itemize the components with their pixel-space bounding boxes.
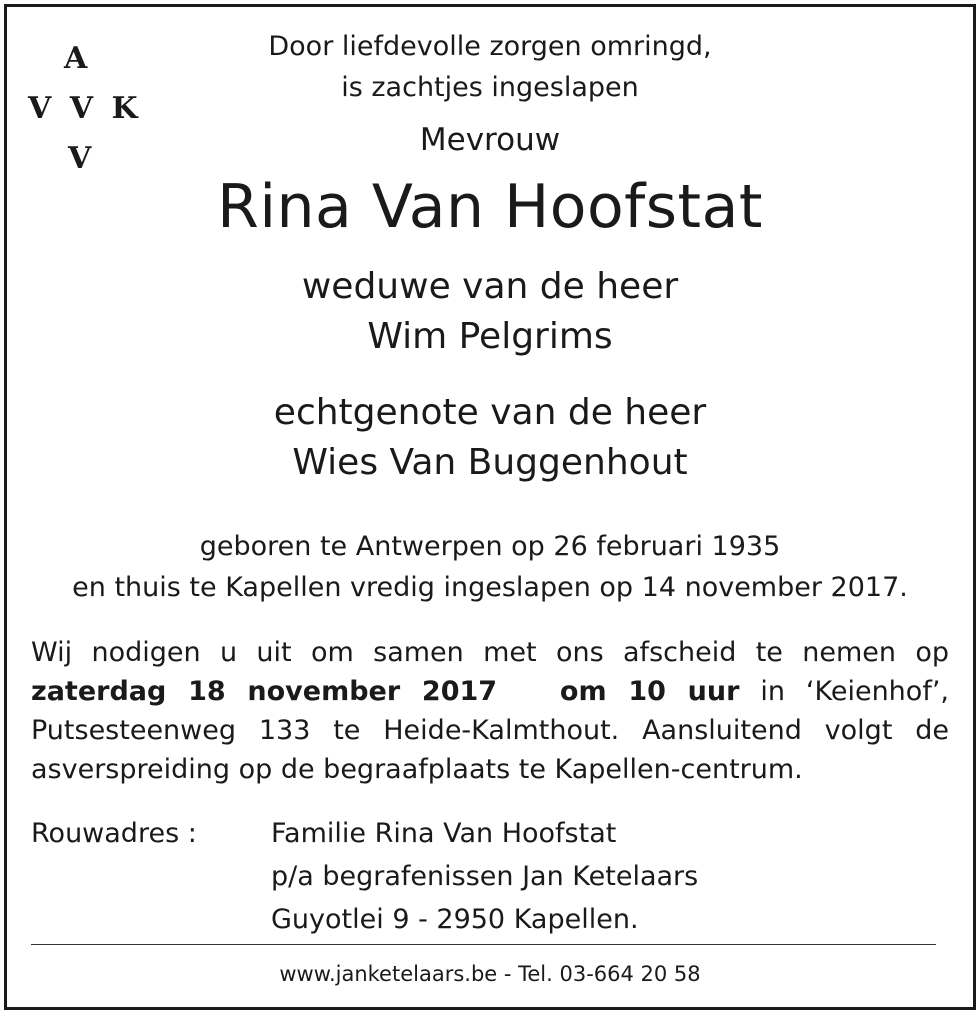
footer-contact: www.janketelaars.be - Tel. 03-664 20 58 — [279, 962, 701, 986]
relation-name: Wies Van Buggenhout — [292, 442, 688, 483]
life-dates — [0, 526, 980, 608]
birth-line: geboren te Antwerpen op 26 februari 1935 — [199, 531, 781, 562]
death-line: en thuis te Kapellen vredig ingeslapen op 14 november 2017. — [72, 572, 908, 603]
invitation-paragraph — [31, 633, 949, 789]
divider — [31, 944, 936, 945]
deceased-name: Rina Van Hoofstat — [217, 172, 763, 242]
cross-letters-middle: V V K — [28, 91, 142, 126]
invitation-rest: in ‘Keienhof’, Putsesteenweg 133 te Heide-Kalmthout. Aansluitend volgt de asverspreiding op de begraafplaats te Kapellen-centrum. — [31, 676, 949, 785]
relation-line: echtgenote van de heer — [273, 392, 707, 433]
ceremony-time: om 10 uur — [559, 676, 740, 707]
salutation: Mevrouw — [419, 122, 561, 158]
relation-spouse — [0, 388, 980, 488]
relation-widow — [0, 262, 980, 362]
address-line: p/a begrafenissen Jan Ketelaars — [271, 861, 699, 892]
relation-name: Wim Pelgrims — [367, 316, 613, 357]
relation-line: weduwe van de heer — [301, 266, 679, 307]
address-line: Familie Rina Van Hoofstat — [271, 818, 617, 849]
invitation-lead: Wij nodigen u uit om samen met ons afscheid te nemen op — [31, 637, 949, 668]
address-label: Rouwadres : — [31, 818, 197, 849]
cross-letter-bottom: V — [68, 141, 92, 176]
ceremony-date: zaterdag 18 november 2017 — [31, 676, 498, 707]
intro-line: Door liefdevolle zorgen omringd, — [268, 31, 712, 62]
intro-text — [0, 26, 980, 108]
intro-line: is zachtjes ingeslapen — [341, 72, 639, 103]
address-lines — [271, 812, 698, 941]
cross-letter-top: A — [64, 41, 88, 76]
address-line: Guyotlei 9 - 2950 Kapellen. — [271, 904, 639, 935]
